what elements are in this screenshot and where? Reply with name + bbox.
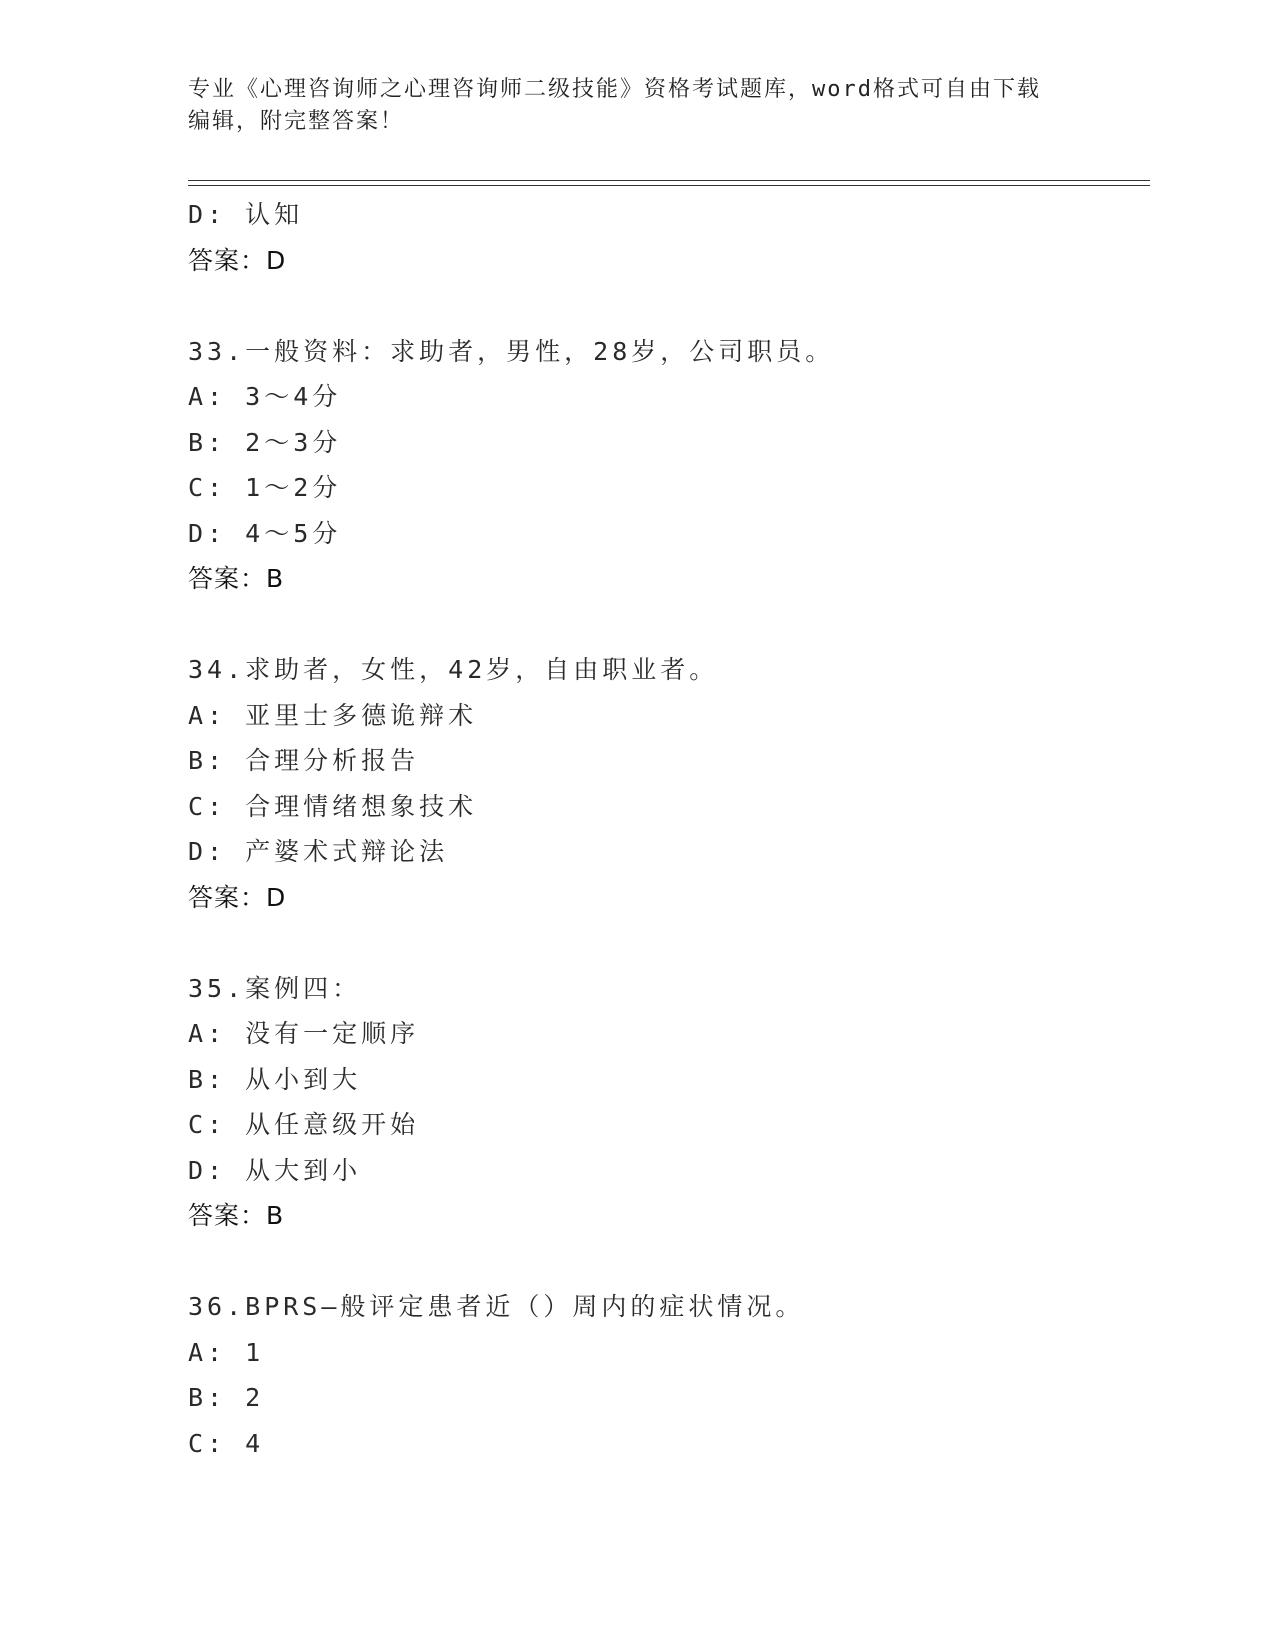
- question-33: [188, 329, 1148, 602]
- answer-line: 答案：B: [188, 1201, 285, 1230]
- spacer: [188, 602, 1148, 648]
- option-a: A: 3～4分: [188, 382, 342, 411]
- spacer: [188, 1239, 1148, 1285]
- document-header: [188, 74, 1068, 138]
- option-b: B: 从小到大: [188, 1064, 362, 1094]
- question-stem: 36.BPRS—般评定患者近（）周内的症状情况。: [188, 1292, 805, 1321]
- question-stem: 34.求助者，女性，42岁，自由职业者。: [188, 655, 719, 684]
- header-divider-bottom: [188, 185, 1150, 186]
- option-b: B: 合理分析报告: [188, 746, 420, 775]
- option-b: B: 2: [188, 1383, 265, 1412]
- option-b: B: 2～3分: [188, 427, 342, 457]
- option-d: D: 4～5分: [188, 518, 342, 548]
- spacer: [188, 283, 1148, 329]
- option-c: C: 4: [188, 1428, 265, 1458]
- option-a: A: 1: [188, 1337, 265, 1367]
- spacer: [188, 920, 1148, 966]
- question-stem: 35.案例四：: [188, 973, 362, 1003]
- option-d: D: 从大到小: [188, 1155, 362, 1185]
- option-c: C: 合理情绪想象技术: [188, 791, 478, 821]
- answer-line: 答案：D: [188, 245, 287, 275]
- question-36: [188, 1284, 1148, 1466]
- option-c: C: 1～2分: [188, 473, 342, 502]
- question-35: [188, 966, 1148, 1239]
- header-divider-top: [188, 180, 1150, 181]
- question-34: [188, 647, 1148, 920]
- question-list: [188, 192, 1148, 1466]
- question-stem: 33.一般资料：求助者，男性，28岁，公司职员。: [188, 336, 835, 366]
- answer-line: 答案：B: [188, 564, 285, 593]
- option-c: C: 从任意级开始: [188, 1110, 420, 1139]
- option-d: D: 产婆术式辩论法: [188, 837, 449, 866]
- header-line-1: 专业《心理咨询师之心理咨询师二级技能》资格考试题库，word格式可自由下载: [188, 77, 1041, 102]
- option-a: A: 亚里士多德诡辩术: [188, 700, 478, 730]
- option-a: A: 没有一定顺序: [188, 1019, 420, 1048]
- header-line-2: 编辑，附完整答案！: [188, 109, 405, 134]
- option-d: D: 认知: [188, 200, 304, 229]
- answer-line: 答案：D: [188, 882, 287, 912]
